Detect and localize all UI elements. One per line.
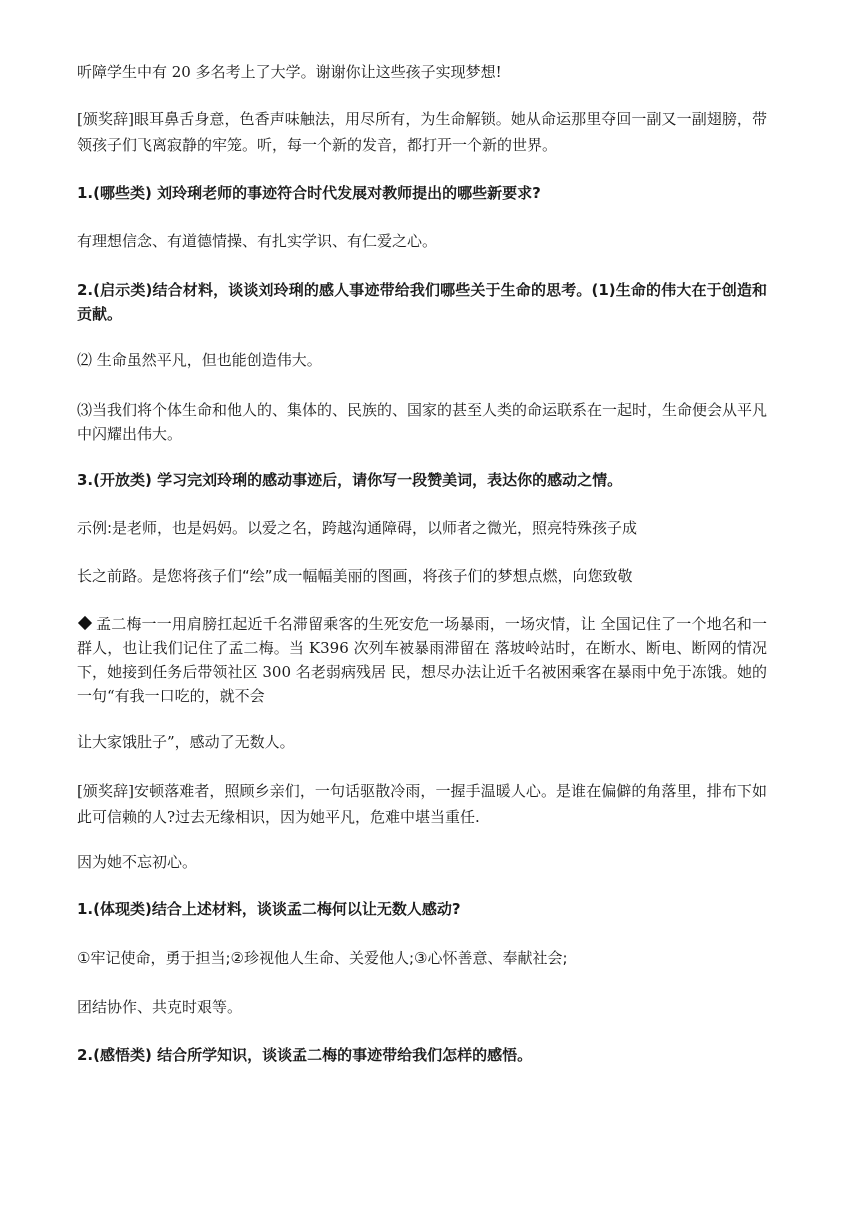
- question-4-heading: 1.(体现类)结合上述材料，谈谈孟二梅何以让无数人感动?: [77, 900, 461, 918]
- story-meng-ermei-text: 孟二梅一一用肩膀扛起近千名滞留乘客的生死安危一场暴雨，一场灾情，让 全国记住了一个地名和一群人，也让我们记住了孟二梅。当 K396 次列车被暴雨滞留在 落坡岭站时，在断水、断电、断网的情况下，她接到任务后带领社区 300 名老弱病残居 民，想尽办法让近千名被困乘客在暴雨中免于冻饿。她的一句“有我一口吃的，就不会: [77, 615, 767, 705]
- diamond-bullet-icon: [78, 616, 92, 630]
- answer-2-point-2: ⑵ 生命虽然平凡，但也能创造伟大。: [77, 351, 322, 369]
- text-line: 听障学生中有 20 多名考上了大学。谢谢你让这些孩子实现梦想!: [77, 63, 502, 81]
- award-citation-2: [颁奖辞]安顿落难者，照顾乡亲们，一句话驱散冷雨，一握手温暖人心。是谁在偏僻的角落里，排布下如此可信赖的人?过去无缘相识，因为她平凡，危难中堪当重任.: [77, 782, 767, 826]
- story-meng-ermei: [77, 612, 767, 708]
- award-citation-2-end: 因为她不忘初心。: [77, 853, 198, 871]
- story-meng-ermei-end: 让大家饿肚子”，感动了无数人。: [77, 733, 295, 751]
- answer-3-line-2: 长之前路。是您将孩子们“绘”成一幅幅美丽的图画，将孩子们的梦想点燃，向您致敬: [77, 567, 633, 585]
- answer-2-point-3: ⑶当我们将个体生命和他人的、集体的、民族的、国家的甚至人类的命运联系在一起时，生命便会从平凡中闪耀出伟大。: [77, 401, 768, 443]
- answer-4-line-1: ①牢记使命，勇于担当;②珍视他人生命、关爱他人;③心怀善意、奉献社会;: [77, 949, 568, 967]
- answer-1: 有理想信念、有道德情操、有扎实学识、有仁爱之心。: [77, 232, 438, 250]
- question-5-heading: 2.(感悟类) 结合所学知识，谈谈孟二梅的事迹带给我们怎样的感悟。: [77, 1046, 533, 1064]
- question-1-heading: 1.(哪些类) 刘玲琍老师的事迹符合时代发展对教师提出的哪些新要求?: [77, 184, 541, 202]
- answer-4-line-2: 团结协作、共克时艰等。: [77, 998, 243, 1016]
- question-3-heading: 3.(开放类) 学习完刘玲琍的感动事迹后，请你写一段赞美词，表达你的感动之情。: [77, 471, 623, 489]
- question-2-heading: 2.(启示类)结合材料，谈谈刘玲琍的感人事迹带给我们哪些关于生命的思考。(1)生命的伟大在于创造和贡献。: [77, 281, 767, 323]
- award-citation-1: [颁奖辞]眼耳鼻舌身意，色香声味触法，用尽所有，为生命解锁。她从命运那里夺回一副又一副翅膀，带领孩子们飞离寂静的牢笼。听，每一个新的发音，都打开一个新的世界。: [77, 110, 767, 154]
- answer-3-line-1: 示例:是老师，也是妈妈。以爱之名，跨越沟通障碍，以师者之微光，照亮特殊孩子成: [77, 519, 638, 537]
